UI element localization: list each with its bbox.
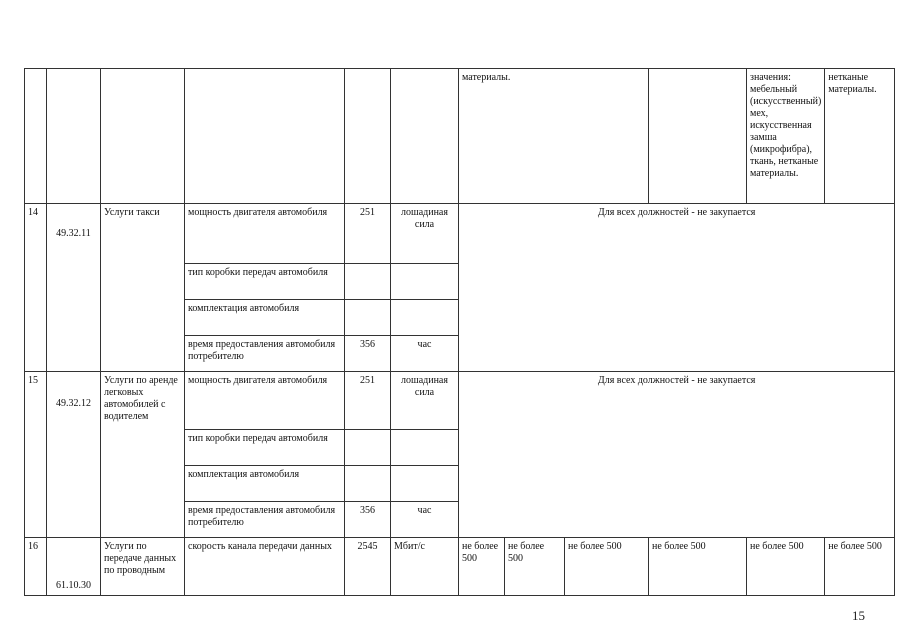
okei-code — [345, 466, 391, 502]
value-cell: не более 500 — [505, 538, 565, 596]
unit-name: лошадиная сила — [391, 204, 459, 264]
cell-empty — [649, 69, 747, 204]
value-cell: не более 500 — [649, 538, 747, 596]
unit-name — [391, 264, 459, 300]
service-name: Услуги такси — [101, 204, 185, 372]
value-cell: не более 500 — [459, 538, 505, 596]
cell-empty — [47, 69, 101, 204]
row-number: 16 — [25, 538, 47, 596]
table-row — [25, 538, 895, 596]
okei-code: 251 — [345, 204, 391, 264]
service-name: Услуги по передаче данных по проводным — [101, 538, 185, 596]
okpd-code: 49.32.11 — [47, 204, 101, 372]
unit-name — [391, 300, 459, 336]
page-number: 15 — [852, 608, 865, 623]
cell-values-text: значения: мебельный (искусственный) мех, искусственная замша (микрофибра), ткань, нетканые материалы. — [747, 69, 825, 204]
cell-empty — [185, 69, 345, 204]
okpd-code: 61.10.30 — [47, 538, 101, 596]
value-cell: не более 500 — [565, 538, 649, 596]
characteristic-name: время предоставления автомобиля потребителю — [185, 502, 345, 538]
unit-name: лошадиная сила — [391, 372, 459, 430]
cell-empty — [25, 69, 47, 204]
characteristic-name: комплектация автомобиля — [185, 300, 345, 336]
not-purchased-note: Для всех должностей - не закупается — [459, 204, 895, 372]
service-name: Услуги по аренде легковых автомобилей с водителем — [101, 372, 185, 538]
okei-code: 356 — [345, 336, 391, 372]
okei-code: 2545 — [345, 538, 391, 596]
okei-code — [345, 430, 391, 466]
characteristic-name: мощность двигателя автомобиля — [185, 204, 345, 264]
cell-empty — [345, 69, 391, 204]
cell-empty — [101, 69, 185, 204]
unit-name: час — [391, 502, 459, 538]
value-cell: не более 500 — [747, 538, 825, 596]
characteristic-name: время предоставления автомобиля потребителю — [185, 336, 345, 372]
characteristic-name: комплектация автомобиля — [185, 466, 345, 502]
characteristic-name: скорость канала передачи данных — [185, 538, 345, 596]
unit-name — [391, 466, 459, 502]
unit-name: час — [391, 336, 459, 372]
row-number: 14 — [25, 204, 47, 372]
unit-name — [391, 430, 459, 466]
okpd-code: 49.32.12 — [47, 372, 101, 538]
characteristic-name: мощность двигателя автомобиля — [185, 372, 345, 430]
okei-code — [345, 300, 391, 336]
cell-materials: материалы. — [459, 69, 649, 204]
okei-code — [345, 264, 391, 300]
not-purchased-note: Для всех должностей - не закупается — [459, 372, 895, 538]
okei-code: 251 — [345, 372, 391, 430]
row-number: 15 — [25, 372, 47, 538]
characteristic-name: тип коробки передач автомобиля — [185, 264, 345, 300]
unit-name: Мбит/с — [391, 538, 459, 596]
continued-row — [25, 69, 895, 204]
characteristic-name: тип коробки передач автомобиля — [185, 430, 345, 466]
cell-values-text-2: нетканые материалы. — [825, 69, 895, 204]
cell-empty — [391, 69, 459, 204]
table-row — [25, 372, 895, 430]
okei-code: 356 — [345, 502, 391, 538]
table-row — [25, 204, 895, 264]
requirements-table — [24, 68, 895, 596]
value-cell: не более 500 — [825, 538, 895, 596]
